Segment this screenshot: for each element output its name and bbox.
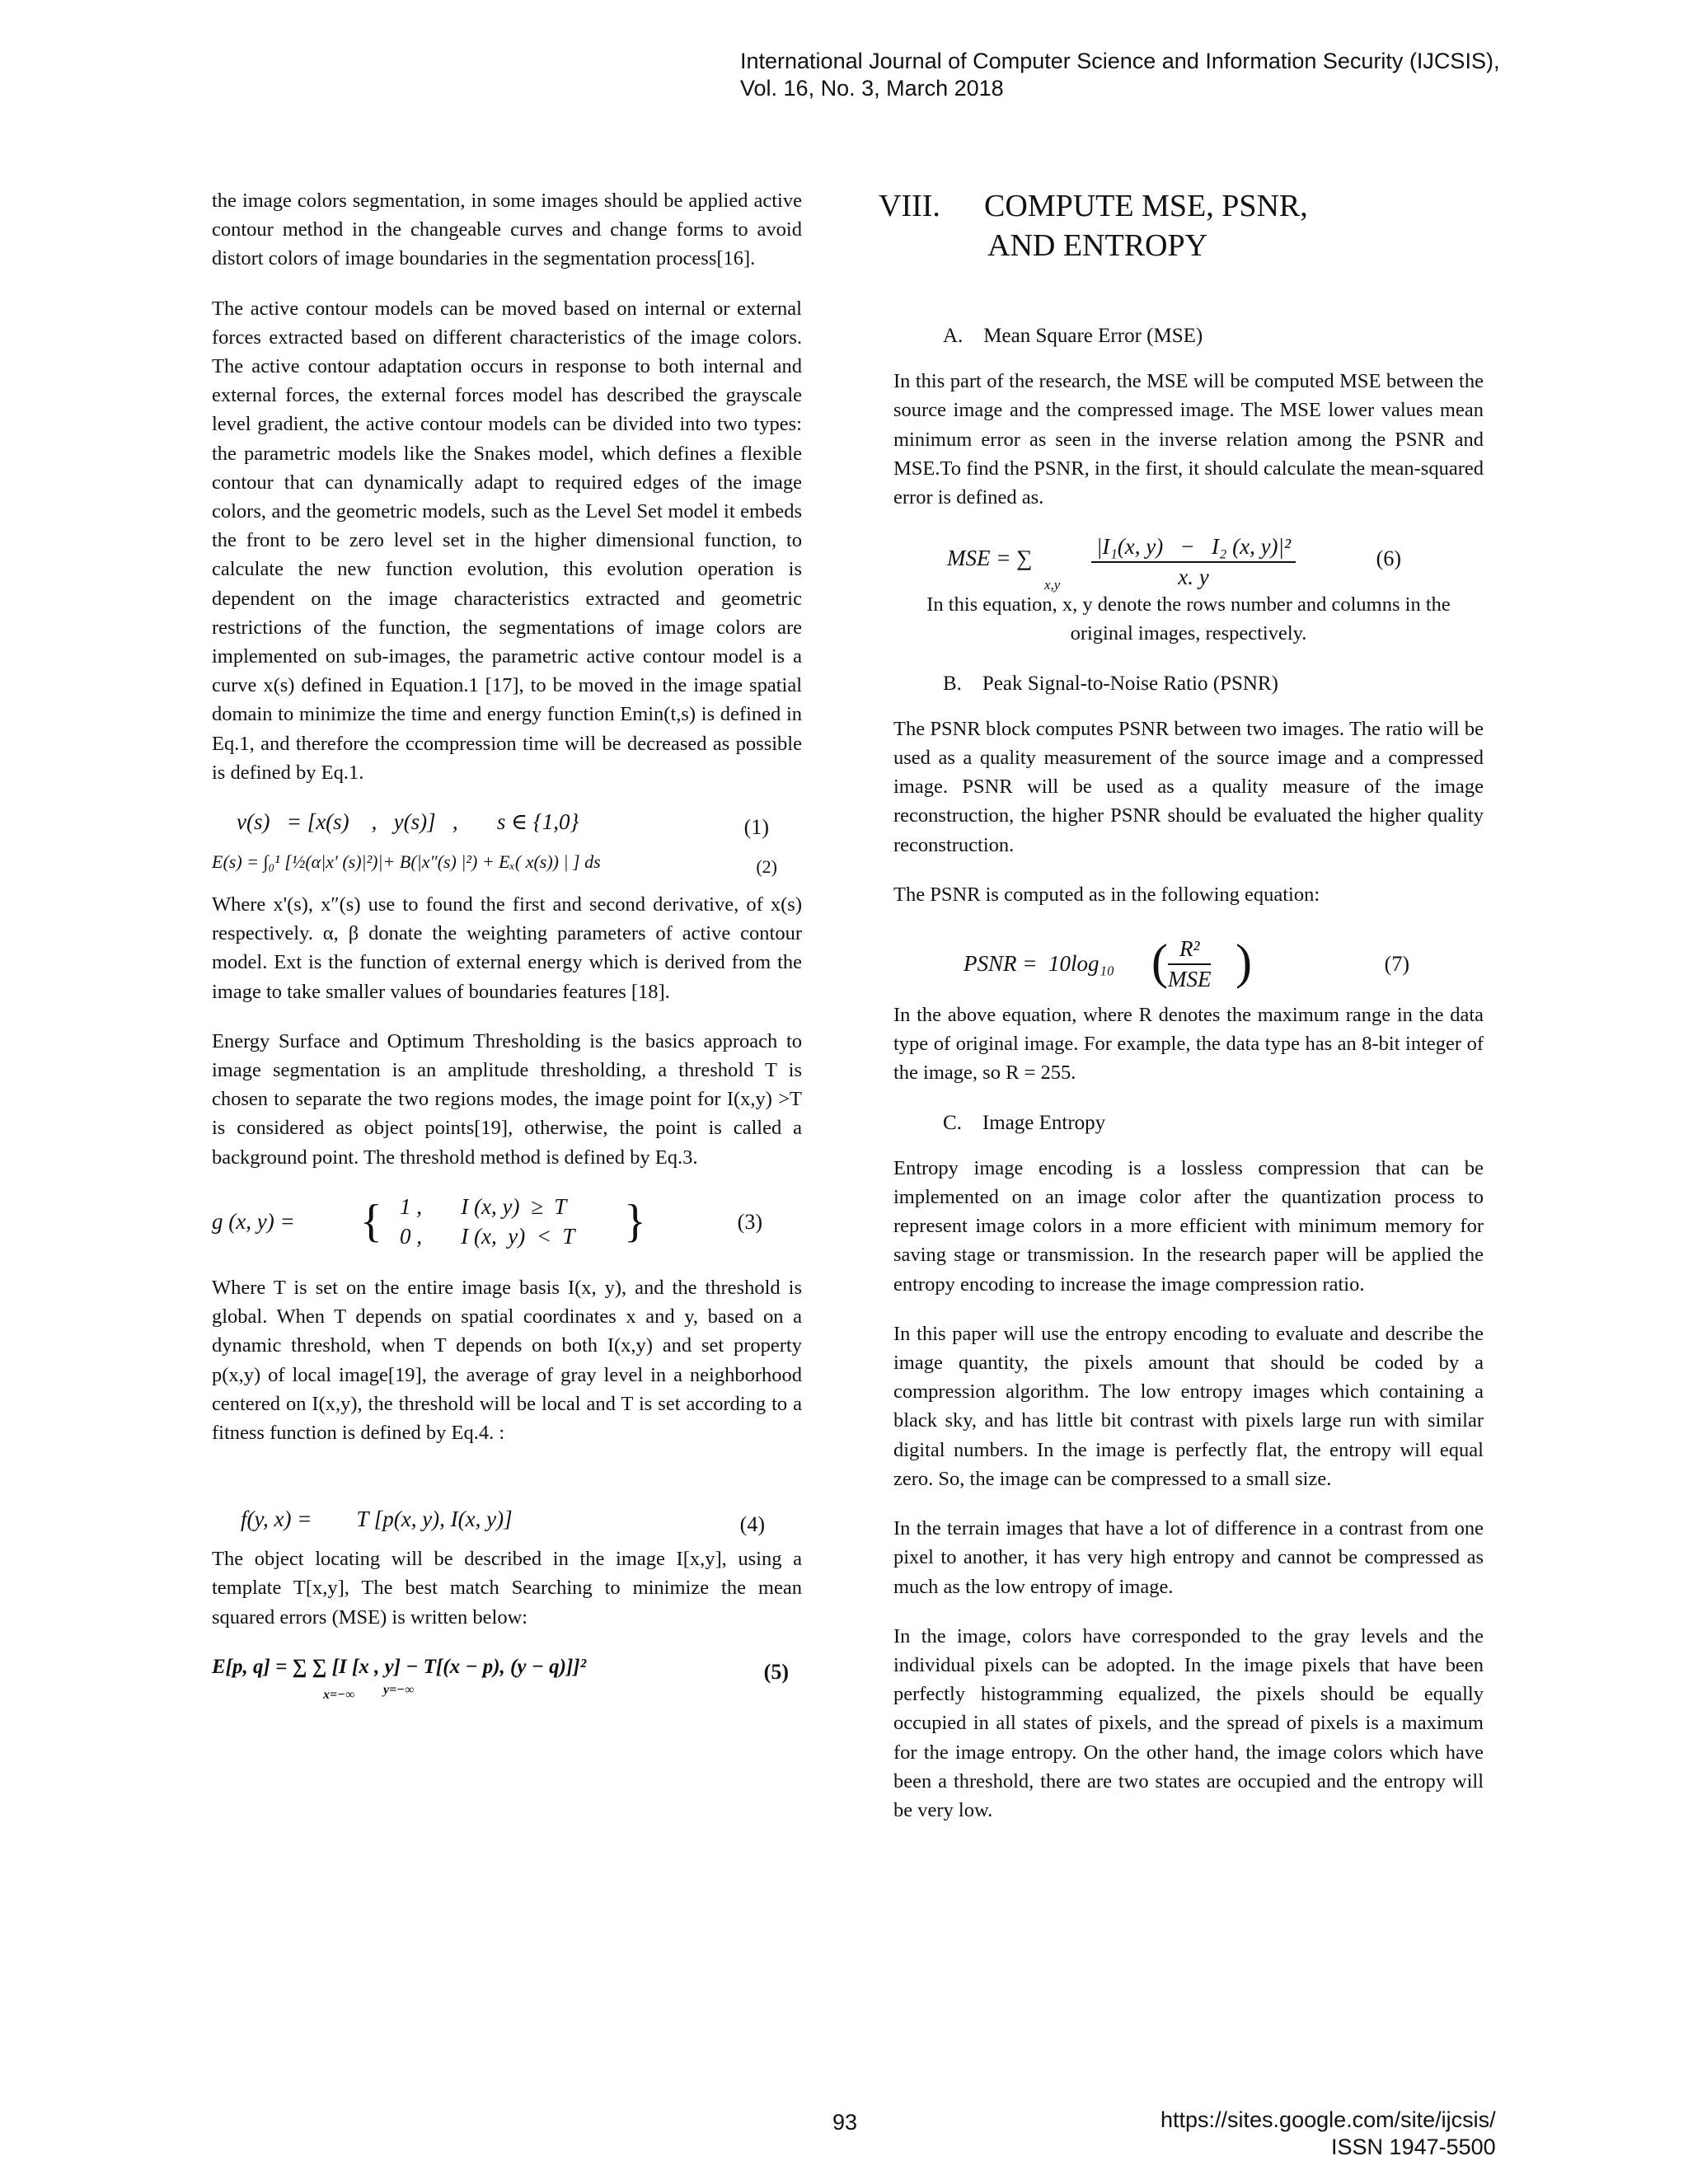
journal-volume: Vol. 16, No. 3, March 2018 <box>740 76 1004 101</box>
equation-7-lhs: PSNR = 10log₁₀ <box>964 951 1115 977</box>
paragraph: Energy Surface and Optimum Thresholding is the basics approach to image segmentation is an amplitude thresholding, a threshold T is chosen to separate the two regions modes, the image point for I(x,y) >T is considered as object points[19], otherwise, the point is called a background point. The threshold method is defined by Eq.3. <box>212 1029 802 1169</box>
equation-3-case-2: 0 , I (x, y) < T <box>400 1223 575 1249</box>
journal-name: International Journal of Computer Science and Information Security (IJCSIS), <box>740 49 1500 73</box>
journal-url: https://sites.google.com/site/ijcsis/ <box>1160 2107 1496 2132</box>
equation-3-lhs: g (x, y) = <box>212 1208 295 1234</box>
right-paren: ) <box>1236 935 1252 990</box>
subsection-a-heading: A. Mean Square Error (MSE) <box>943 325 1203 347</box>
equation-5-sub-x: x=−∞ <box>323 1687 355 1702</box>
issn: ISSN 1947-5500 <box>1331 2135 1496 2159</box>
equation-6-fraction <box>1091 532 1296 592</box>
equation-3-case-1: 1 , I (x, y) ≥ T <box>400 1193 567 1219</box>
footer-info <box>1160 2107 1496 2161</box>
paragraph: In the terrain images that have a lot of difference in a contrast from one pixel to another, it has very high entropy and cannot be compressed as much as the low entropy of image. <box>893 1517 1484 1598</box>
equation-6-number: (6) <box>1376 546 1401 571</box>
equation-6 <box>947 532 1484 593</box>
left-paren: ( <box>1151 935 1168 990</box>
equation-7 <box>964 930 1484 1001</box>
paragraph: Where T is set on the entire image basis I(x, y), and the threshold is global. When T depends on spatial coordinates x and y, based on a dynamic threshold, when T depends on both I(x,y) and set property p(x,y) of local image[19], the average of gray level in a neighborhood centered on I(x,y), the threshold will be local and T is set according to a fitness function is defined by Eq.4. : <box>212 1276 802 1444</box>
equation-2-number: (2) <box>756 856 777 878</box>
equation-1 <box>237 808 802 847</box>
equation-5 <box>212 1652 802 1707</box>
right-brace: } <box>624 1195 646 1247</box>
equation-5-sub-y: y=−∞ <box>383 1682 415 1697</box>
paragraph: Where x'(s), x″(s) use to found the first and second derivative, of x(s) respectively. α, β donate the weighting parameters of active contour model. Ext is the function of external energy which is derived from the image to take smaller values of boundaries features [18]. <box>212 893 802 1003</box>
equation-7-fraction <box>1168 935 1211 994</box>
paragraph: In this paper will use the entropy encoding to evaluate and describe the image quantity, the pixels amount that should be coded by a compression algorithm. The low entropy images which containing a black sky, and has little bit contrast with pixels large run with similar digital numbers. In the image is perfectly flat, the entropy will equal zero. So, the image can be compressed to a small size. <box>893 1322 1484 1490</box>
equation-3-number: (3) <box>737 1209 762 1234</box>
subsection-b-heading: B. Peak Signal-to-Noise Ratio (PSNR) <box>943 672 1278 695</box>
paragraph: In the above equation, where R denotes the maximum range in the data type of original image. For example, the data type has an 8-bit integer of the image, so R = 255. <box>893 1004 1484 1085</box>
subsection-c-heading: C. Image Entropy <box>943 1111 1106 1134</box>
equation-7-numerator: R² <box>1168 935 1211 965</box>
equation-6-denominator: x. y <box>1178 565 1209 590</box>
left-column <box>212 186 802 1707</box>
equation-5-number: (5) <box>763 1659 789 1684</box>
equation-2-body: E(s) = ∫₀¹ [½(α|x′ (s)|²)|+ B(|x″(s) |²) + Eₓ( x(s)) | ] ds <box>212 851 601 873</box>
equation-5-body: E[p, q] = ∑ ∑ [I [x , y] − T[(x − p), (y − q)]]² <box>212 1655 587 1678</box>
paragraph: In this part of the research, the MSE will be computed MSE between the source image and the compressed image. The MSE lower values mean minimum error as seen in the inverse relation among the PSNR and MSE.To find the PSNR, in the first, it should calculate the mean-squared error is defined as. <box>893 370 1484 509</box>
section-title-line-1: COMPUTE MSE, PSNR, <box>984 189 1308 223</box>
equation-6-lhs: MSE = ∑ <box>947 546 1033 571</box>
paragraph: In this equation, x, y denote the rows number and columns in the original images, respectively. <box>926 593 1451 645</box>
paragraph: The PSNR block computes PSNR between two images. The ratio will be used as a quality measurement of the source image and a compressed image. PSNR will be used as a quality measure of the image reconstruction, the higher PSNR should be evaluated the higher quality reconstruction. <box>893 717 1484 856</box>
paragraph: The active contour models can be moved based on internal or external forces extracted based on different characteristics of the image colors. The active contour adaptation occurs in response to both internal and external forces, the external forces model has described the grayscale level gradient, the active contour models can be divided into two types: the parametric models like the Snakes model, which defines a flexible contour that can dynamically adapt to required edges of the image colors, and the geometric models, such as the Level Set model it embeds the front to be zero level set in the higher dimensional function, to calculate the new function evolution, this evolution operation is dependent on the image characteristics extracted and geometric restrictions of the function, the segmentations of image colors are implemented on sub-images, the parametric active contour model is a curve x(s) defined in Equation.1 [17], to be moved in the image spatial domain to minimize the time and energy function Emin(t,s) is defined in Eq.1, and therefore the ccompression time will be decreased as possible is defined by Eq.1. <box>212 297 802 784</box>
paragraph: Entropy image encoding is a lossless compression that can be implemented on an image color after the quantization process to represent image colors in a more efficient with minimum memory for saving stage or transmission. In the research paper will be applied the entropy encoding to increase the image compression ratio. <box>893 1156 1484 1296</box>
section-number: VIII. <box>879 189 940 223</box>
section-title-line-2: AND ENTROPY <box>987 228 1208 263</box>
equation-1-number: (1) <box>743 815 769 840</box>
page-number: 93 <box>832 2110 858 2135</box>
right-column <box>893 321 1484 1845</box>
equation-4-body: f(y, x) = T [p(x, y), I(x, y)] <box>241 1507 513 1532</box>
equation-3 <box>212 1193 802 1258</box>
journal-header <box>740 48 1499 102</box>
equation-6-numerator: |I₁(x, y) − I₂ (x, y)|² <box>1091 532 1296 563</box>
equation-2 <box>212 847 802 890</box>
paragraph: In the image, colors have corresponded to the gray levels and the individual pixels can be adopted. In the image pixels that have been perfectly histogramming equalized, the pixels should be equally occupied in all states of pixels, and the spread of pixels is a maximum for the image entropy. On the other hand, the image colors which have been a threshold, there are two states are occupied and the entropy will be very low. <box>893 1624 1484 1821</box>
equation-4 <box>241 1505 802 1544</box>
paragraph: the image colors segmentation, in some images should be applied active contour method in the changeable curves and change forms to avoid distort colors of image boundaries in the segmentation process[16]. <box>212 190 802 270</box>
equation-1-body: v(s) = [x(s) , y(s)] , s ∈ {1,0} <box>237 809 579 835</box>
paragraph: The object locating will be described in the image I[x,y], using a template T[x,y], The best match Searching to minimize the mean squared errors (MSE) is written below: <box>212 1548 802 1629</box>
equation-7-denominator: MSE <box>1168 967 1212 992</box>
left-brace: { <box>360 1195 382 1247</box>
equation-7-number: (7) <box>1384 952 1409 977</box>
equation-6-sub: x,y <box>1044 577 1061 593</box>
paragraph: The PSNR is computed as in the following equation: <box>893 883 1320 906</box>
equation-4-number: (4) <box>739 1512 765 1537</box>
